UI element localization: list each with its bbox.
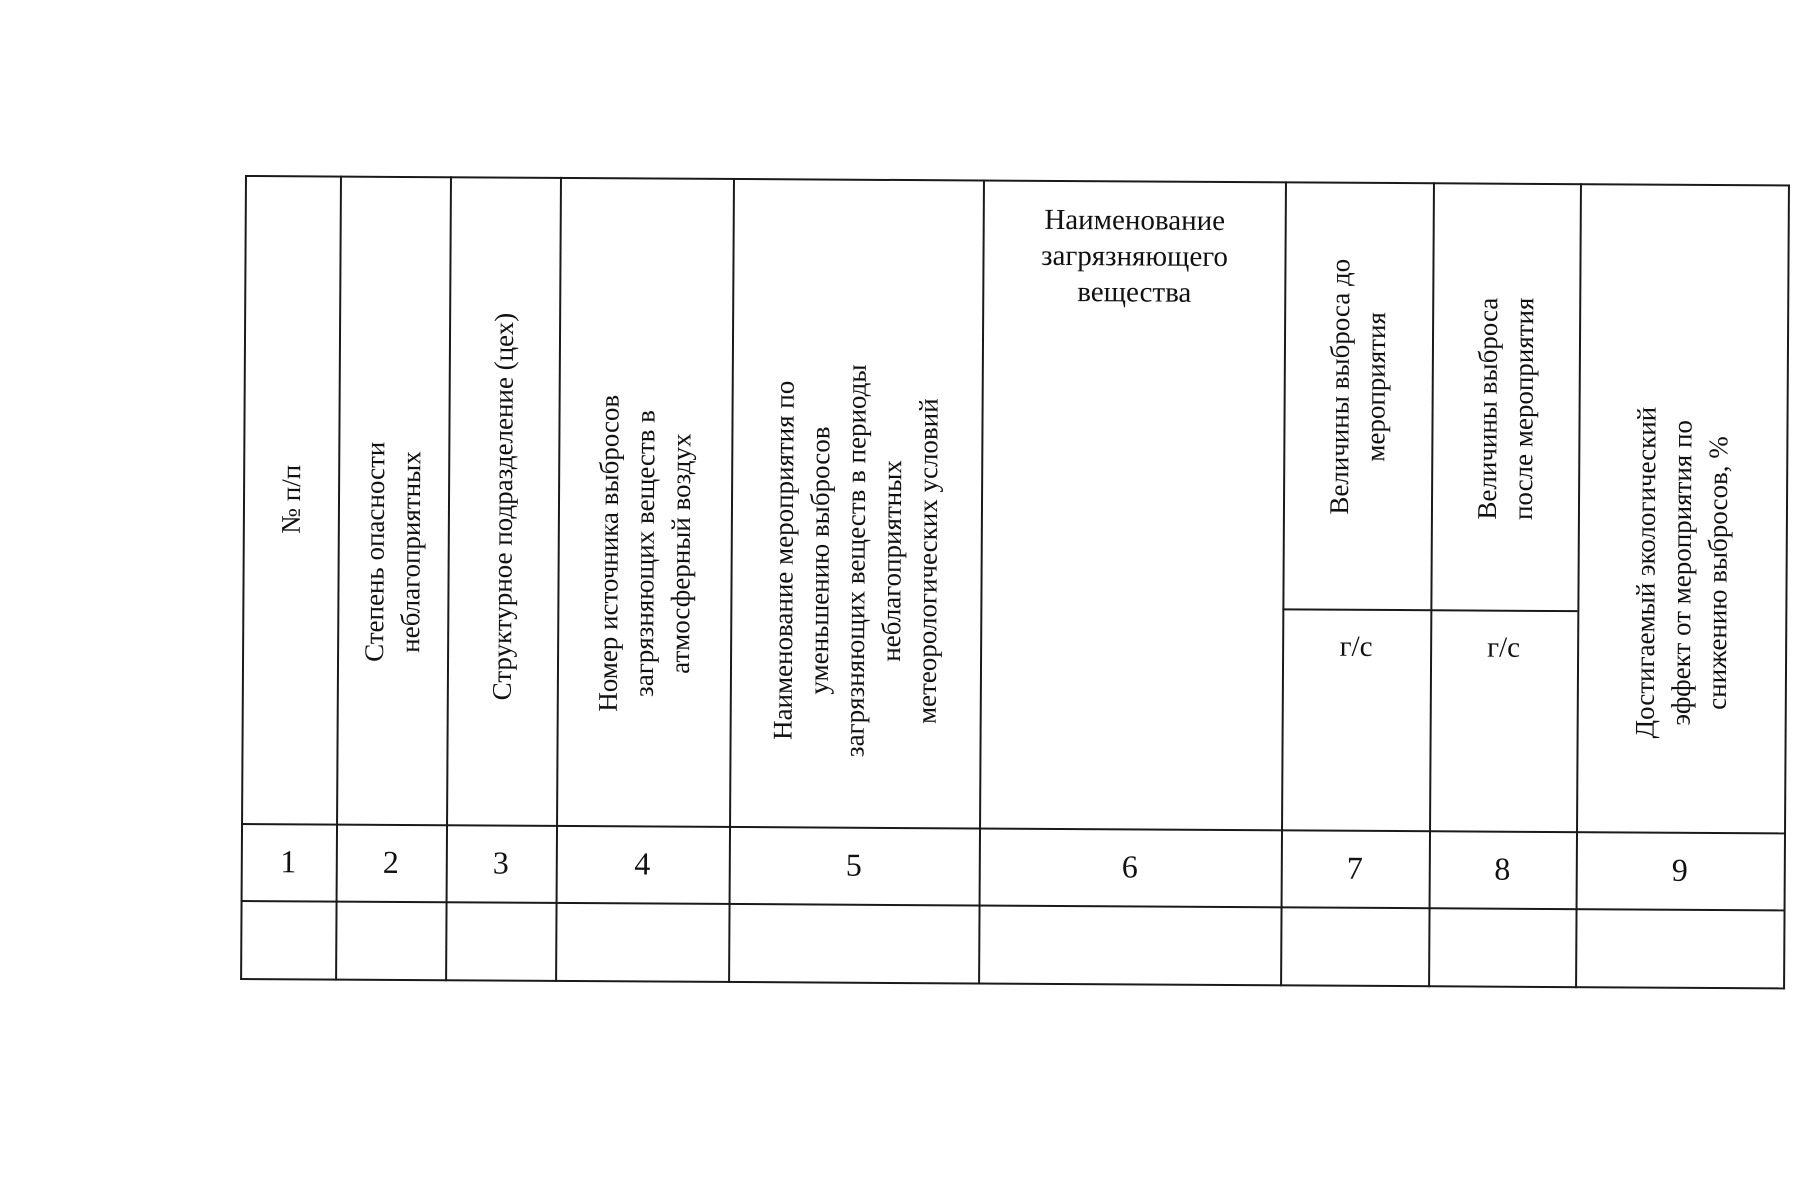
header-text: Достигаемый экологический: [1629, 406, 1662, 739]
column-number-cell: 3: [492, 844, 509, 881]
column-number-cell: 2: [382, 843, 399, 880]
header-text: атмосферный воздух: [664, 433, 696, 674]
header-cell-unit-before: [1281, 608, 1430, 830]
header-text: после мероприятия: [1507, 297, 1539, 521]
column-number-cell: 7: [1346, 849, 1363, 886]
header-text: Степень опасности: [359, 441, 391, 662]
header-cell-emission-before: [1282, 181, 1433, 609]
header-cell-number: [241, 175, 340, 824]
header-text: Структурное подразделение (цех): [486, 313, 520, 701]
header-text: вещества: [1077, 276, 1192, 309]
column-number-cell: 1: [280, 843, 297, 880]
header-cell-hazard-degree: [336, 176, 450, 825]
header-cell-source-number: [556, 177, 733, 826]
emissions-measures-table: [240, 175, 1790, 989]
header-cell-pollutant-name: [981, 180, 1285, 830]
header-text: загрязняющих веществ в периоды: [839, 364, 872, 758]
column-number-cell: 4: [634, 845, 651, 882]
header-text: загрязняющих веществ в: [628, 409, 661, 697]
header-cell-ecological-effect: [1576, 183, 1788, 832]
header-text: снижению выбросов, %: [1701, 435, 1734, 710]
header-text: мероприятия: [1360, 311, 1392, 462]
header-cell-measure-name: [729, 178, 983, 828]
header-text: Величины выброса: [1471, 297, 1503, 520]
column-number-cell: 6: [1121, 848, 1138, 885]
header-cell-unit-after: [1429, 609, 1577, 831]
header-text: неблагоприятных: [395, 450, 427, 653]
column-number-cell: 5: [845, 846, 862, 883]
header-text: уменьшению выбросов: [803, 426, 836, 695]
header-cell-department: [446, 176, 560, 825]
header-text: эффект от мероприятия по: [1665, 419, 1698, 726]
header-text: метеорологических условий: [911, 398, 944, 725]
header-cell-emission-after: [1430, 182, 1580, 610]
unit-label: г/с: [1487, 631, 1521, 664]
column-number-cell: 8: [1494, 850, 1511, 887]
header-text: Наименование мероприятия по: [767, 380, 800, 741]
column-number-cell: 9: [1671, 851, 1688, 888]
header-text: № п/п: [275, 464, 306, 534]
empty-data-row: [240, 900, 1785, 987]
header-text: Номер источника выбросов: [592, 394, 625, 712]
unit-label: г/с: [1339, 630, 1373, 663]
header-text: Наименование: [1044, 203, 1226, 237]
header-text: неблагоприятных: [876, 460, 908, 663]
header-text: Величины выброса до: [1323, 258, 1356, 515]
header-text: загрязняющего: [1040, 239, 1229, 274]
